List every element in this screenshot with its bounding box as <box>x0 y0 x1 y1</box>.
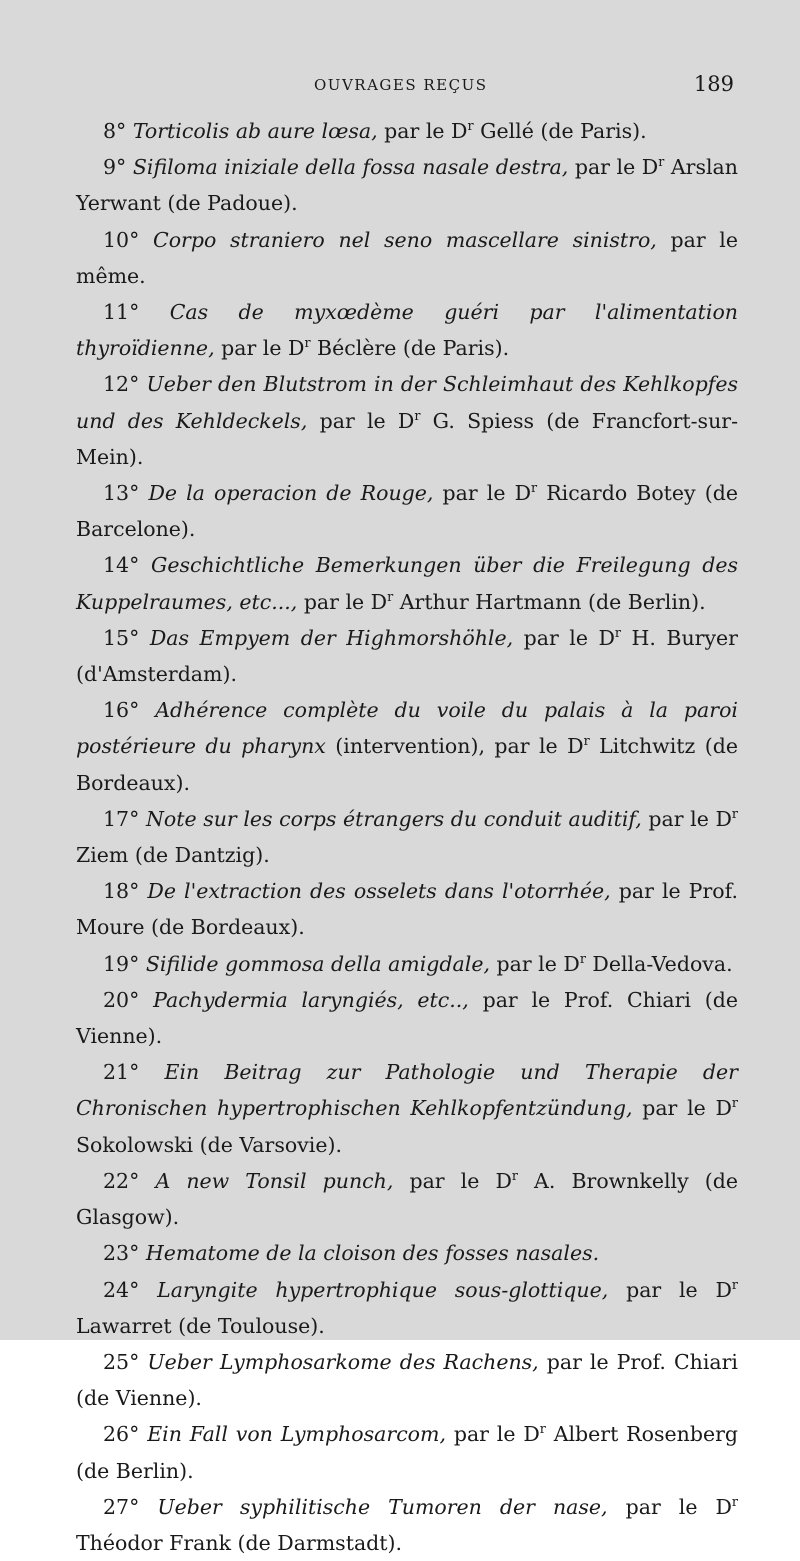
entry-number: 12° <box>103 372 140 397</box>
entry-title: Cas de myxœdème guéri par l'alimentation thyroïdienne, <box>76 300 738 361</box>
entry-title: Geschichtliche Bemerkungen über die Freilegung des Kuppelraumes, etc..., <box>76 553 738 614</box>
entry-superscript: r <box>387 588 394 604</box>
entry-text: par le Prof. Moure (de Bordeaux). <box>76 879 738 940</box>
entry-title: Ueber Lymphosarkome des Rachens, <box>147 1349 539 1374</box>
entry-superscript: r <box>467 118 474 134</box>
entry-text: par le D <box>384 119 468 143</box>
list-item <box>76 366 738 475</box>
entry-number: 23° <box>103 1241 140 1266</box>
entry-title: Pachydermia laryngiés, etc.., <box>153 987 469 1012</box>
entry-text-cont: Arslan Yerwant (de Padoue). <box>76 155 738 216</box>
list-item <box>76 1416 738 1488</box>
entry-number: 11° <box>103 300 140 325</box>
entry-text-cont: H. Buryer (d'Amsterdam). <box>76 625 738 687</box>
entry-superscript: r <box>414 407 421 423</box>
list-item <box>76 692 738 801</box>
entry-text: par le D <box>648 806 732 831</box>
entry-text-cont: Lawarret (de Toulouse). <box>76 1313 325 1338</box>
list-item <box>76 801 738 873</box>
entry-number: 26° <box>103 1422 140 1447</box>
entry-text: par le D <box>523 625 615 650</box>
entry-text: (intervention), par le D <box>335 734 584 759</box>
entry-text: par le Prof. Chiari (de Vienne). <box>76 987 738 1049</box>
list-item <box>76 1489 738 1561</box>
entry-title: Das Empyem der Highmorshöhle, <box>149 625 514 650</box>
entry-number: 24° <box>103 1277 140 1302</box>
entry-text-cont: Gellé (de Paris). <box>473 119 647 143</box>
entry-number: 20° <box>103 987 140 1012</box>
list-item <box>76 1235 738 1271</box>
entry-text: par le D <box>626 1277 732 1302</box>
entry-number: 10° <box>103 227 140 252</box>
entry-text: par le D <box>319 408 415 433</box>
entry-title: Hematome de la cloison des fosses nasales. <box>145 1241 600 1266</box>
entry-text-cont: A. Brownkelly (de Glasgow). <box>76 1168 738 1230</box>
entry-superscript: r <box>511 1168 518 1184</box>
entry-superscript: r <box>731 806 738 822</box>
list-item <box>76 475 738 547</box>
entry-superscript: r <box>304 335 311 351</box>
entry-text: par le D <box>574 155 659 180</box>
entry-list <box>76 113 738 1561</box>
list-item <box>76 222 738 294</box>
entry-superscript: r <box>539 1421 546 1437</box>
entry-text: par le D <box>303 589 388 614</box>
entry-number: 18° <box>103 879 140 904</box>
entry-title: De l'extraction des osselets dans l'otorrhée, <box>147 879 611 904</box>
list-item <box>76 1272 738 1344</box>
entry-text: par le D <box>625 1494 732 1519</box>
entry-text: par le D <box>442 481 532 506</box>
list-item <box>76 113 738 149</box>
entry-number: 8° <box>103 119 127 143</box>
entry-number: 13° <box>103 481 140 506</box>
entry-title: Ein Fall von Lymphosarcom, <box>147 1422 446 1447</box>
entry-superscript: r <box>731 1493 738 1509</box>
page-number: 189 <box>693 72 734 96</box>
entry-title: Ueber den Blutstrom in der Schleimhaut des Kehlkopfes und des Kehldeckels, <box>76 372 738 433</box>
entry-superscript: r <box>658 154 665 170</box>
entry-text-cont: Béclère (de Paris). <box>310 336 510 361</box>
entry-text-cont: Della-Vedova. <box>585 951 733 976</box>
entry-text: par le D <box>642 1096 732 1121</box>
entry-text: par le Prof. Chiari (de Vienne). <box>76 1349 738 1411</box>
entry-number: 25° <box>103 1349 140 1374</box>
entry-text-cont: Sokolowski (de Varsovie). <box>76 1132 342 1157</box>
entry-number: 21° <box>103 1060 140 1085</box>
entry-title: Torticolis ab aure lœsa, <box>132 119 378 143</box>
entry-text-cont: Ziem (de Dantzig). <box>76 843 270 868</box>
entry-number: 14° <box>103 553 140 578</box>
entry-text: par le D <box>496 951 580 976</box>
entry-text-cont: Litchwitz (de Bordeaux). <box>76 734 738 795</box>
entry-superscript: r <box>731 1095 738 1111</box>
entry-title: De la operacion de Rouge, <box>148 481 434 506</box>
entry-number: 16° <box>103 698 140 723</box>
entry-number: 22° <box>103 1168 140 1193</box>
page-header <box>0 72 800 106</box>
entry-text-cont: Albert Rosenberg (de Berlin). <box>76 1422 738 1483</box>
list-item <box>76 620 738 692</box>
entry-number: 9° <box>103 155 127 180</box>
entry-superscript: r <box>614 625 621 641</box>
entry-text: par le D <box>409 1168 512 1193</box>
entry-text-cont: Arthur Hartmann (de Berlin). <box>393 589 706 614</box>
entry-superscript: r <box>731 1276 738 1292</box>
entry-text: par le D <box>453 1422 540 1447</box>
list-item <box>76 149 738 221</box>
entry-title: Sifilide gommosa della amigdale, <box>145 951 490 976</box>
list-item <box>76 1054 738 1163</box>
list-item <box>76 1344 738 1416</box>
entry-text: par le même. <box>76 227 738 288</box>
entry-title: Corpo straniero nel seno mascellare sinistro, <box>153 227 657 252</box>
list-item <box>76 946 738 982</box>
entry-superscript: r <box>583 733 590 749</box>
entry-title: Ueber syphilitische Tumoren der nase, <box>157 1494 608 1519</box>
entry-title: Ein Beitrag zur Pathologie und Therapie der Chronischen hypertrophischen Kehlkopfentzündung, <box>76 1060 738 1121</box>
entry-title: Laryngite hypertrophique sous-glottique, <box>157 1277 609 1302</box>
entry-number: 17° <box>103 806 140 831</box>
list-item <box>76 294 738 366</box>
entry-title: Note sur les corps étrangers du conduit auditif, <box>145 806 642 831</box>
entry-superscript: r <box>531 480 538 496</box>
entry-number: 15° <box>103 625 140 650</box>
entry-number: 27° <box>103 1494 140 1519</box>
entry-title: Sifiloma iniziale della fossa nasale destra, <box>132 155 569 180</box>
entry-text-cont: G. Spiess (de Francfort-sur-Mein). <box>76 408 738 469</box>
entry-superscript: r <box>579 950 586 966</box>
entry-title: A new Tonsil punch, <box>155 1168 394 1193</box>
list-item <box>76 547 738 619</box>
list-item <box>76 1163 738 1235</box>
entry-title: Adhérence complète du voile du palais à la paroi postérieure du pharynx <box>76 698 738 759</box>
entry-text-cont: Ricardo Botey (de Barcelone). <box>76 481 738 542</box>
list-item <box>76 873 738 945</box>
list-item <box>76 982 738 1054</box>
running-title: OUVRAGES REÇUS <box>314 76 488 94</box>
entry-text-cont: Théodor Frank (de Darmstadt). <box>76 1530 403 1555</box>
entry-number: 19° <box>103 951 140 976</box>
entry-text: par le D <box>221 336 305 361</box>
